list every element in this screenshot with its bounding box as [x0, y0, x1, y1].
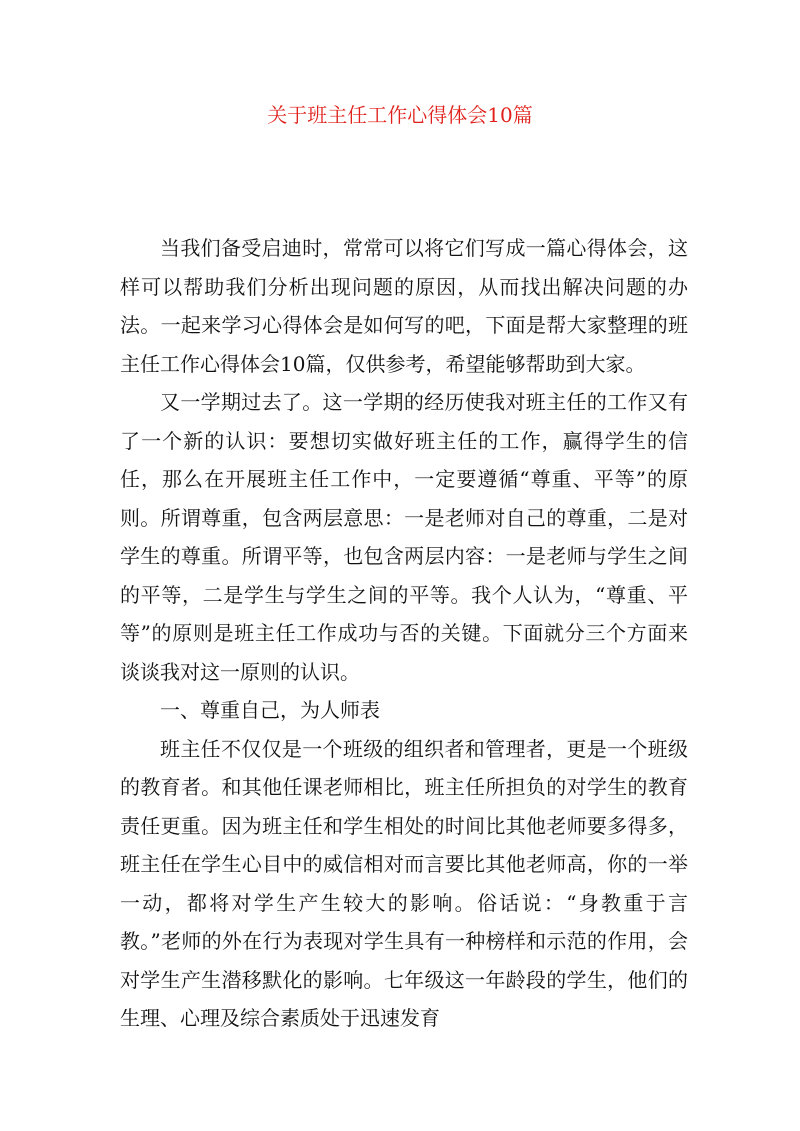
document-title: 关于班主任工作心得体会10篇: [267, 103, 533, 127]
document-body: [120, 229, 688, 1038]
paragraph-semester: 又一学期过去了。这一学期的经历使我对班主任的工作又有了一个新的认识：要想切实做好班主任的工作，赢得学生的信任，那么在开展班主任工作中，一定要遵循“尊重、平等”的原则。所谓尊重，包含两层意思：一是老师对自己的尊重，二是对学生的尊重。所谓平等，也包含两层内容：一是老师与学生之间的平等，二是学生与学生之间的平等。我个人认为，“尊重、平等”的原则是班主任工作成功与否的关键。下面就分三个方面来谈谈我对这一原则的认识。: [120, 390, 688, 684]
paragraph-role: 班主任不仅仅是一个班级的组织者和管理者，更是一个班级的教育者。和其他任课老师相比，班主任所担负的对学生的教育责任更重。因为班主任和学生相处的时间比其他老师要多得多，班主任在学生心目中的威信相对而言要比其他老师高，你的一举一动，都将对学生产生较大的影响。俗话说：“身教重于言教。”老师的外在行为表现对学生具有一种榜样和示范的作用，会对学生产生潜移默化的影响。七年级这一年龄段的学生，他们的生理、心理及综合素质处于迅速发育: [120, 736, 688, 1030]
section-heading-1: 一、尊重自己，为人师表: [160, 698, 380, 722]
paragraph-intro: 当我们备受启迪时，常常可以将它们写成一篇心得体会，这样可以帮助我们分析出现问题的原因，从而找出解决问题的办法。一起来学习心得体会是如何写的吧，下面是帮大家整理的班主任工作心得体会10篇，仅供参考，希望能够帮助到大家。: [120, 236, 688, 376]
